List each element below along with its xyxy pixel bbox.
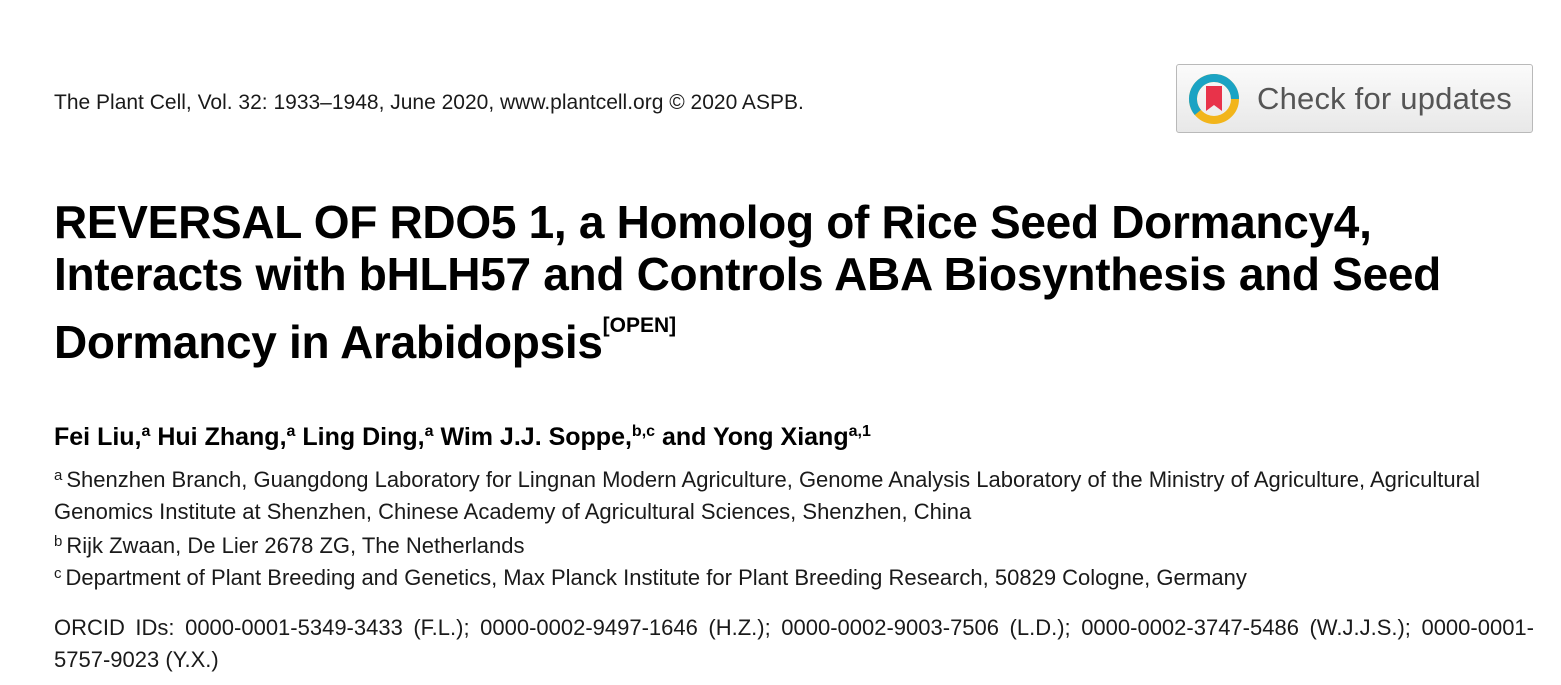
- check-for-updates-button[interactable]: [1176, 64, 1533, 133]
- author-affiliation-mark: a: [424, 423, 434, 440]
- article-title: [54, 196, 1534, 368]
- author-name: Hui Zhang,: [157, 423, 287, 451]
- affiliation-a: [54, 464, 1504, 528]
- author-name: Ling Ding,: [302, 423, 425, 451]
- affiliation-c: [54, 562, 1504, 594]
- author-affiliation-mark: a: [141, 423, 151, 440]
- open-access-tag: [OPEN]: [602, 314, 677, 337]
- check-for-updates-label: Check for updates: [1257, 80, 1512, 116]
- author-name: Fei Liu,: [54, 423, 142, 451]
- author-affiliation-mark: a,1: [848, 423, 871, 440]
- author-affiliation-mark: a: [286, 423, 296, 440]
- affiliation-mark: b: [54, 533, 63, 550]
- affiliation-mark: a: [54, 467, 63, 484]
- affiliation-text: Department of Plant Breeding and Genetics, Max Planck Institute for Plant Breeding Research, 50829 Cologne, Germany: [65, 565, 1247, 590]
- orcid-ids: ORCID IDs: 0000-0001-5349-3433 (F.L.); 0000-0002-9497-1646 (H.Z.); 0000-0002-9003-7506 (L.D.); 0000-0002-3747-5486 (W.J.J.S.); 0000-0001-5757-9023 (Y.X.): [54, 615, 1534, 672]
- journal-citation-line: The Plant Cell, Vol. 32: 1933–1948, June 2020, www.plantcell.org © 2020 ASPB.: [54, 91, 804, 114]
- affiliation-b: [54, 530, 1504, 562]
- crossmark-icon: [1188, 73, 1240, 125]
- title-text: REVERSAL OF RDO5 1, a Homolog of Rice Seed Dormancy4, Interacts with bHLH57 and Controls ABA Biosynthesis and Seed Dormancy in Arabidopsis: [54, 196, 1441, 368]
- author-name: and Yong Xiang: [662, 423, 849, 451]
- author-affiliation-mark: b,c: [631, 423, 656, 440]
- affiliation-text: Shenzhen Branch, Guangdong Laboratory for Lingnan Modern Agriculture, Genome Analysis Laboratory of the Ministry of Agriculture, Agricultural Genomics Institute at Shenzhen, Chinese Academy of Agricultural Sciences, Shenzhen, China: [54, 467, 1481, 524]
- affiliation-mark: c: [54, 565, 62, 582]
- author-list: [54, 423, 871, 452]
- author-name: Wim J.J. Soppe,: [440, 423, 632, 451]
- affiliation-text: Rijk Zwaan, De Lier 2678 ZG, The Netherlands: [66, 533, 525, 558]
